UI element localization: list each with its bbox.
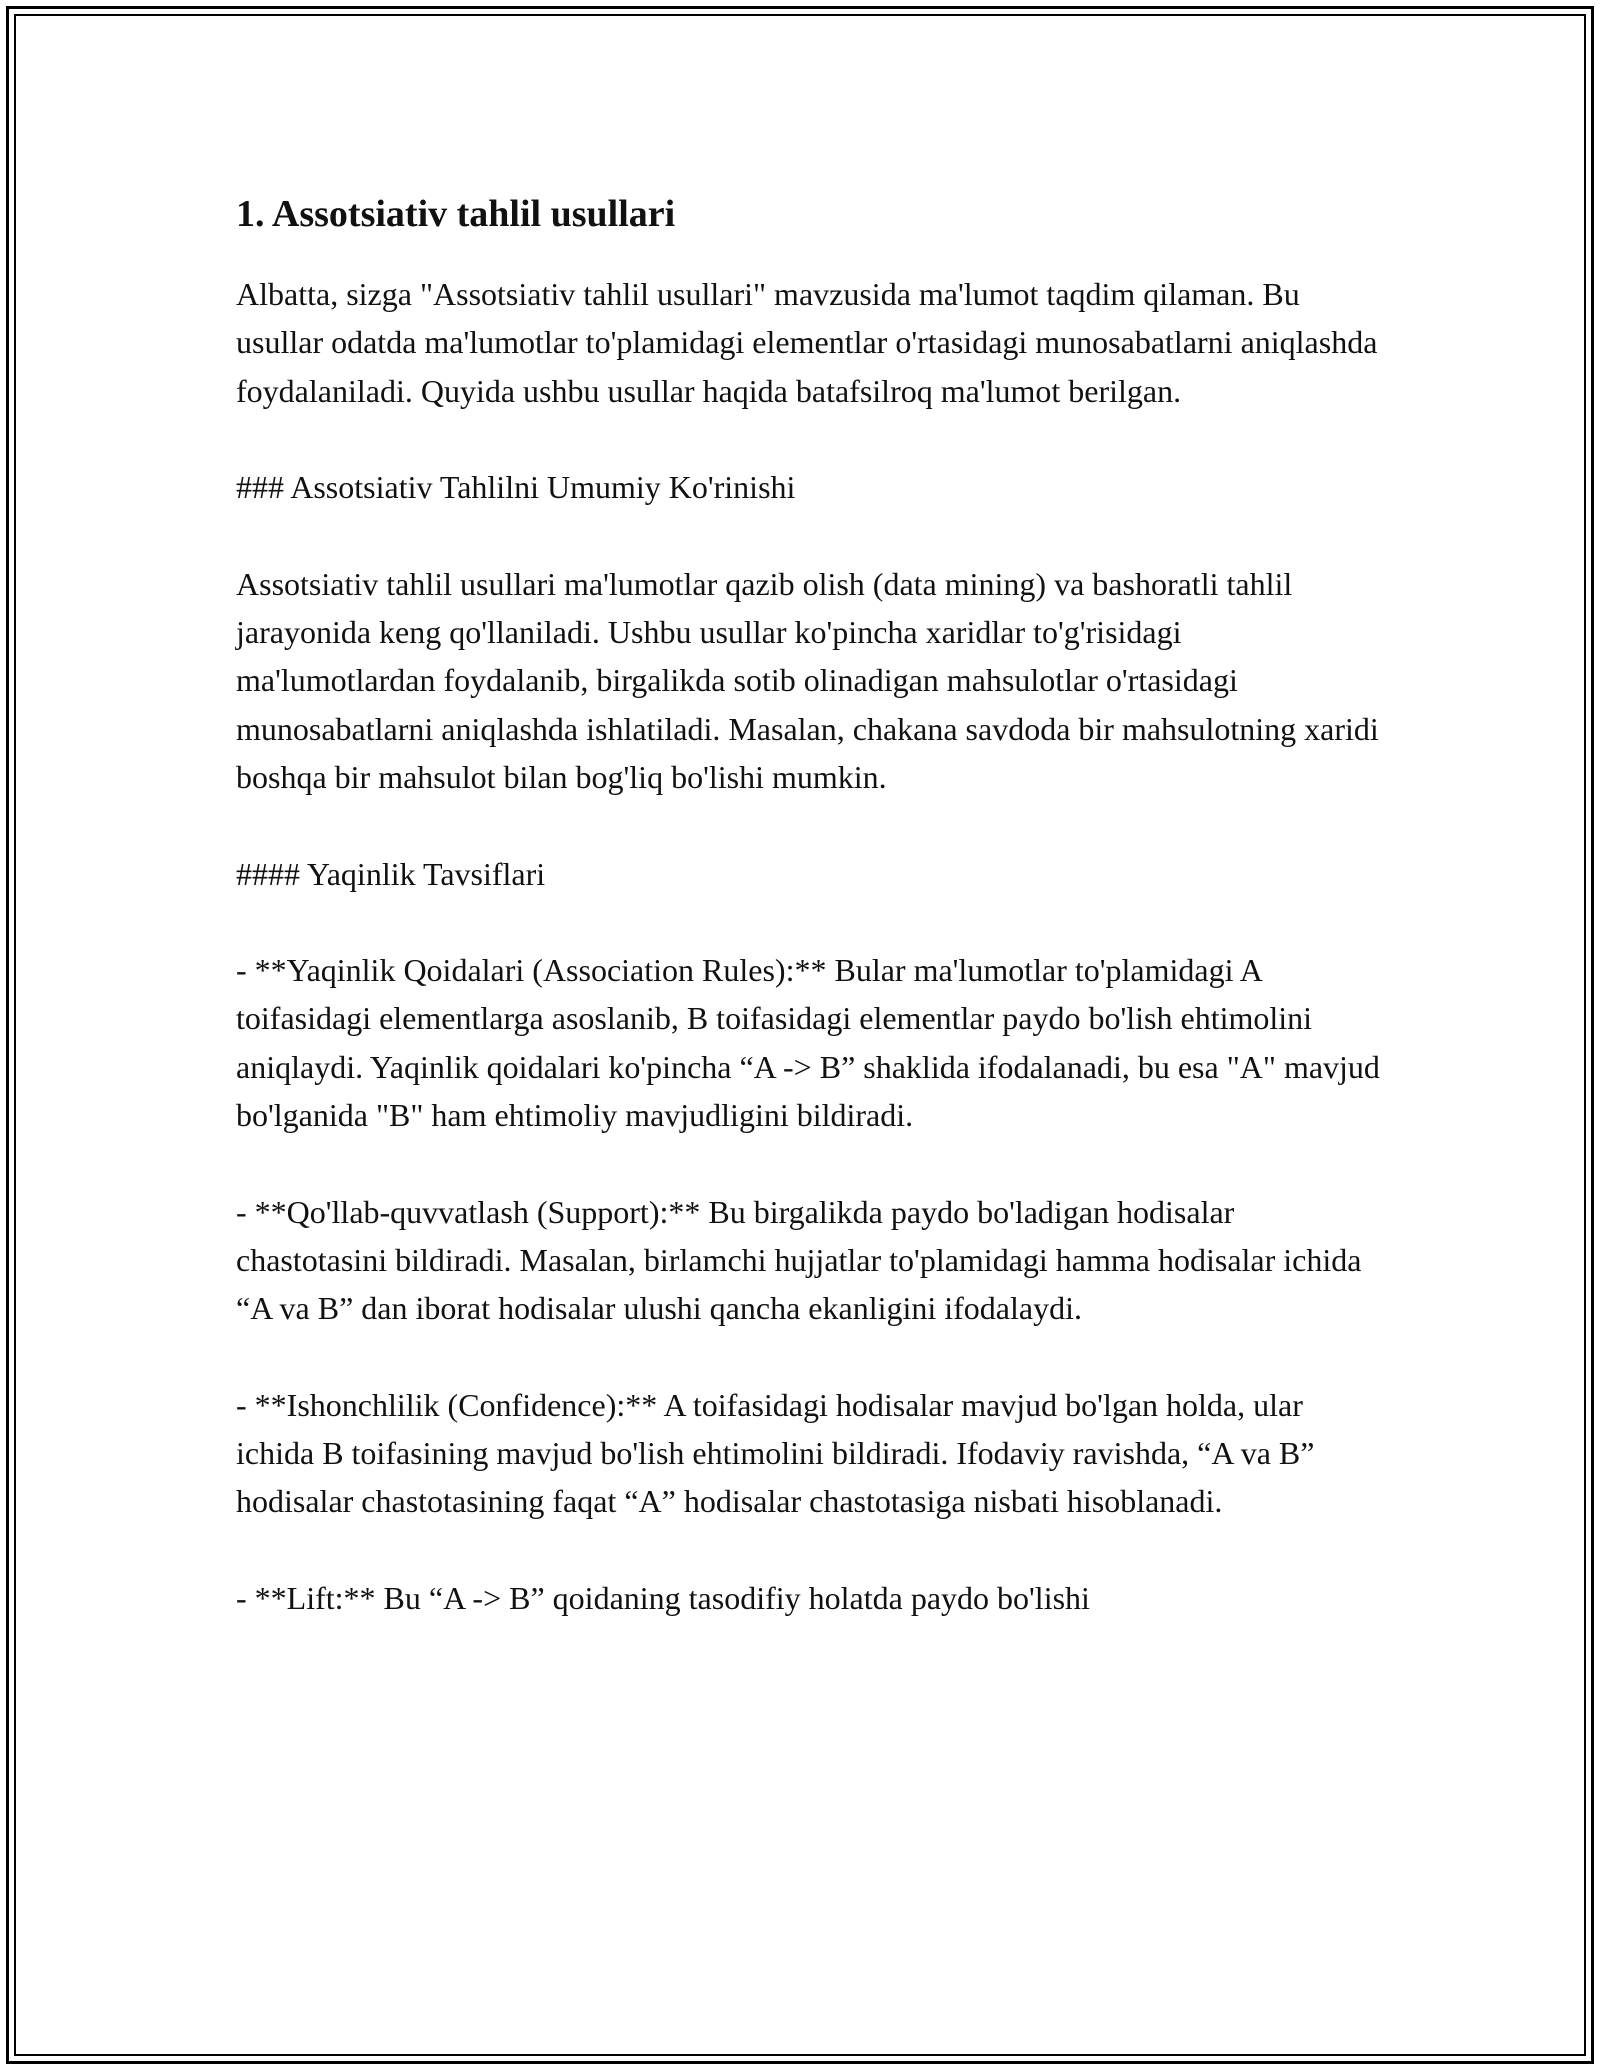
bullet-support: - **Qo'llab-quvvatlash (Support):** Bu birgalikda paydo bo'ladigan hodisalar chastotasini bildiradi. Masalan, birlamchi hujjatlar to'plamidagi hamma hodisalar ichida “A va B” dan iborat hodisalar ulushi qancha ekanligini ifodalaydi. — [236, 1193, 1362, 1327]
document-title: 1. Assotsiativ tahlil usullari — [236, 193, 676, 235]
intro-paragraph: Albatta, sizga "Assotsiativ tahlil usullari" mavzusida ma'lumot taqdim qilaman. Bu usullar odatda ma'lumotlar to'plamidagi elementlar o'rtasidagi munosabatlarni aniqlashda foydalaniladi. Quyida ushbu usullar haqida batafsilroq ma'lumot berilgan. — [236, 276, 1378, 409]
document-body — [236, 188, 1386, 1622]
overview-paragraph: Assotsiativ tahlil usullari ma'lumotlar qazib olish (data mining) va bashoratli tahlil jarayonida keng qo'llaniladi. Ushbu usullar ko'pincha xaridlar to'g'risidagi ma'lumotlardan foydalanib, birgalikda sotib olinadigan mahsulotlar o'rtasidagi munosabatlarni aniqlashda ishlatiladi. Masalan, chakana savdoda bir mahsulotning xaridi boshqa bir mahsulot bilan bog'liq bo'lishi mumkin. — [236, 565, 1379, 795]
bullet-association-rules: - **Yaqinlik Qoidalari (Association Rules):** Bular ma'lumotlar to'plamidagi A toifasidagi elementlarga asoslanib, B toifasidagi elementlar paydo bo'lish ehtimolini aniqlaydi. Yaqinlik qoidalari ko'pincha “A -> B” shaklida ifodalanadi, bu esa "A" mavjud bo'lganida "B" ham ehtimoliy mavjudligini bildiradi. — [236, 952, 1380, 1134]
section-heading-descriptions: #### Yaqinlik Tavsiflari — [236, 855, 546, 892]
bullet-confidence: - **Ishonchlilik (Confidence):** A toifasidagi hodisalar mavjud bo'lgan holda, ular ichida B toifasining mavjud bo'lish ehtimolini bildiradi. Ifodaviy ravishda, “A va B” hodisalar chastotasining faqat “A” hodisalar chastotasiga nisbati hisoblanadi. — [236, 1386, 1315, 1520]
section-heading-overview: ### Assotsiativ Tahlilni Umumiy Ko'rinishi — [236, 469, 796, 506]
bullet-lift: - **Lift:** Bu “A -> B” qoidaning tasodifiy holatda paydo bo'lishi — [236, 1580, 1090, 1617]
